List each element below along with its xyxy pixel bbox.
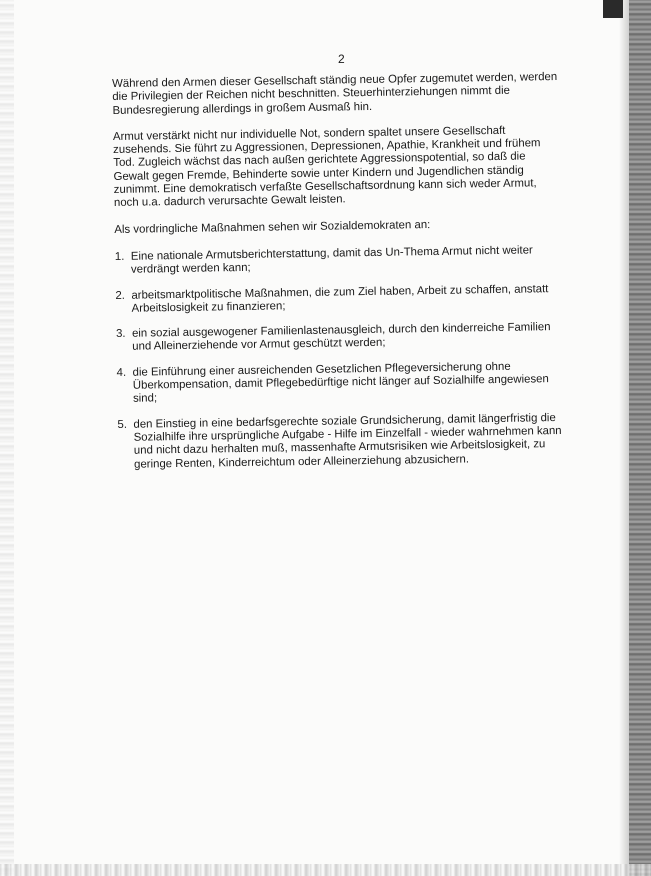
list-item (117, 412, 568, 472)
paragraph-measures-intro: Als vordringliche Maßnahmen sehen wir Sozialdemokraten an: (114, 218, 431, 236)
scan-shadow-right (619, 0, 629, 876)
scan-edge-left (0, 0, 14, 876)
list-item (116, 321, 566, 355)
list-item-text: die Einführung einer ausreichenden Gesetzlichen Pflegeversicherung ohne Überkompensation, damit Pflegebedürftige nicht länger auf Sozialhilfe angewiesen sind; (132, 360, 549, 406)
list-item (115, 244, 565, 278)
page-number: 2 (338, 52, 345, 66)
list-item-text: Eine nationale Armutsberichterstattung, damit das Un-Thema Armut nicht weiter verdrängt werden kann; (130, 244, 533, 276)
list-item-number: 5. (117, 418, 128, 431)
scan-corner-mark (603, 0, 623, 18)
document-body (112, 71, 568, 484)
measures-list (115, 244, 568, 472)
list-item-number: 4. (116, 366, 127, 379)
list-item-number: 1. (114, 250, 125, 263)
paragraph-poverty-effects: Armut verstärkt nicht nur individuelle Not, sondern spaltet unsere Gesellschaft zusehends. Sie führt zu Aggressionen, Depressionen, Apathie, Krankheit und frühem Tod. Zugleich wächst das nach außen gerichtete Aggressionspotential, so daß die Gewalt gegen Fremde, Behinderte sowie unter Kindern und Jugendlichen ständig zunimmt. Eine demokratisch verfaßte Gesellschaftsordnung kann sich weder Armut, noch u.a. dadurch verursachte Gewalt leisten. (112, 124, 541, 210)
list-item (115, 282, 565, 316)
scan-edge-bottom (0, 864, 651, 876)
list-item-number: 3. (115, 327, 126, 341)
paragraph-privileges: Während den Armen dieser Gesellschaft ständig neue Opfer zugemutet werden, werden die Privilegien der Reichen nicht beschnitten. Steuerhinterziehungen nimmt die Bundesregierung allerdings in großem Ausmaß hin. (112, 71, 558, 117)
list-item-text: den Einstieg in eine bedarfsgerechte soziale Grundsicherung, damit längerfristig die Sozialhilfe ihre ursprüngliche Aufgabe - Hilfe im Einzelfall - wieder wahrnehmen kann und nicht dazu herhalten muß, massenhafte Armutsrisiken wie Arbeitslosigkeit, zu geringe Renten, Kinderreichtum oder Alleinerziehung abzusichern. (133, 411, 562, 471)
scan-edge-right (629, 0, 651, 876)
list-item-number: 2. (115, 289, 126, 302)
list-item-text: ein sozial ausgewogener Familienlastenausgleich, durch den kinderreiche Familien und Alleinerziehende vor Armut geschützt werden; (131, 321, 551, 354)
list-item-text: arbeitsmarktpolitische Maßnahmen, die zum Ziel haben, Arbeit zu schaffen, anstatt Arbeitslosigkeit zu finanzieren; (131, 282, 549, 315)
list-item (117, 360, 568, 407)
